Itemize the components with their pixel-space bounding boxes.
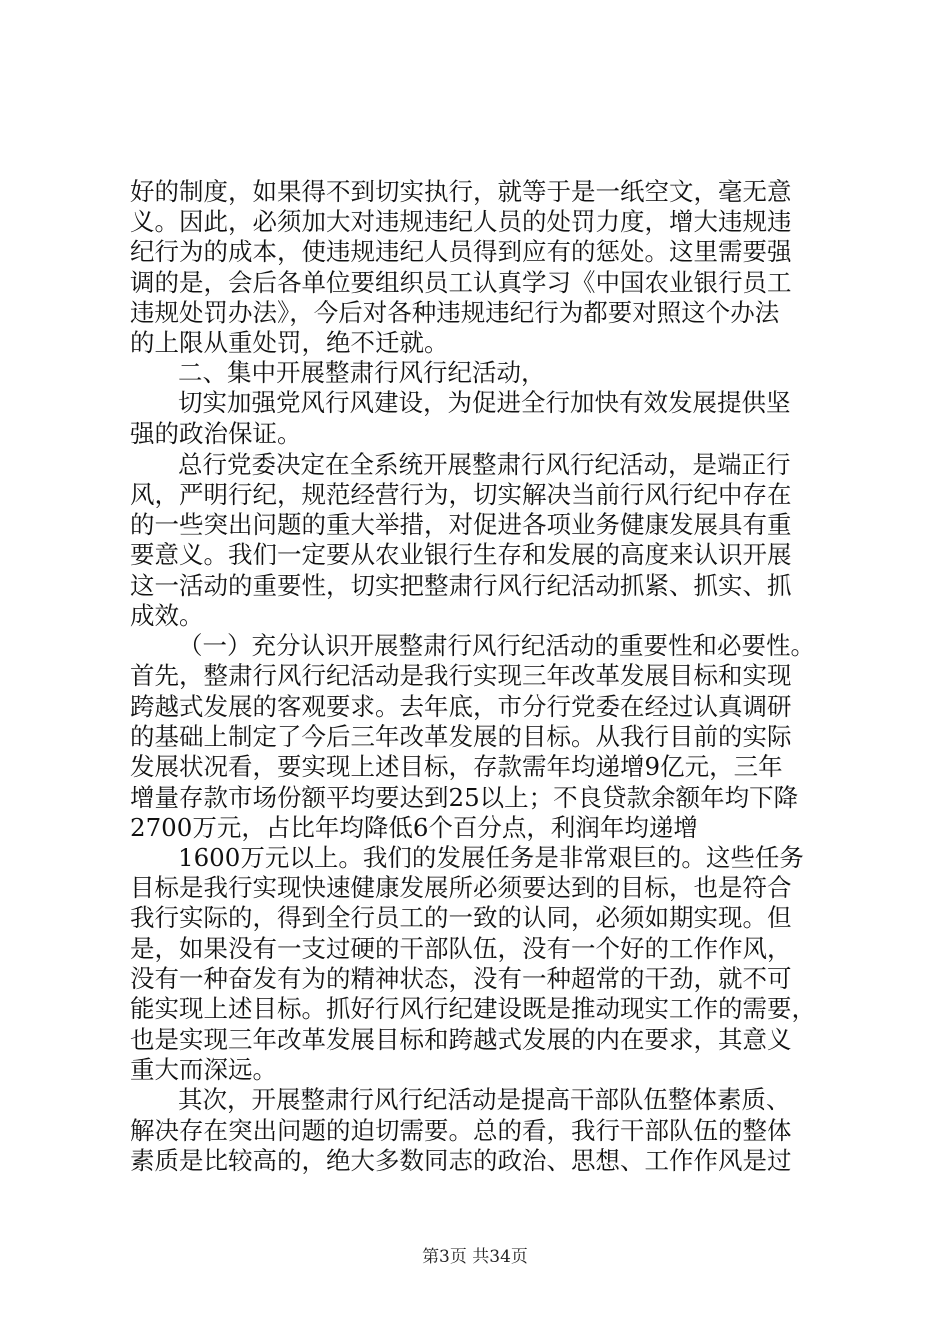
text-line: 的上限从重处罚，绝不迁就。 bbox=[130, 328, 449, 357]
text-line: 首先，整肃行风行纪活动是我行实现三年改革发展目标和实现 bbox=[130, 661, 792, 690]
text-line: 这一活动的重要性，切实把整肃行风行纪活动抓紧、抓实、抓 bbox=[130, 571, 792, 600]
text-line: 解决存在突出问题的迫切需要。总的看，我行干部队伍的整体 bbox=[130, 1116, 792, 1145]
text-line: 切实加强党风行风建设，为促进全行加快有效发展提供坚 bbox=[178, 388, 791, 417]
text-line: 纪行为的成本，使违规违纪人员得到应有的惩处。这里需要强 bbox=[130, 237, 792, 266]
text-line: 没有一种奋发有为的精神状态，没有一种超常的干劲，就不可 bbox=[130, 964, 792, 993]
text-line: 的一些突出问题的重大举措，对促进各项业务健康发展具有重 bbox=[130, 510, 792, 539]
text-line: 素质是比较高的，绝大多数同志的政治、思想、工作作风是过 bbox=[130, 1146, 792, 1175]
text-line: 要意义。我们一定要从农业银行生存和发展的高度来认识开展 bbox=[130, 540, 792, 569]
text-line: 跨越式发展的客观要求。去年底，市分行党委在经过认真调研 bbox=[130, 692, 792, 721]
subsection-heading: （一）充分认识开展整肃行风行纪活动的重要性和必要性。 bbox=[178, 631, 815, 660]
text-line: 成效。 bbox=[130, 601, 204, 630]
text-line: 其次，开展整肃行风行纪活动是提高干部队伍整体素质、 bbox=[178, 1085, 791, 1114]
text-line: 重大而深远。 bbox=[130, 1055, 277, 1084]
page-number-footer: 第3页 共34页 bbox=[422, 1247, 528, 1267]
text-line: 风，严明行纪，规范经营行为，切实解决当前行风行纪中存在 bbox=[130, 480, 792, 509]
section-heading: 二、集中开展整肃行风行纪活动， bbox=[178, 358, 546, 387]
text-line: 是，如果没有一支过硬的干部队伍，没有一个好的工作作风， bbox=[130, 934, 792, 963]
text-line: 1600万元以上。我们的发展任务是非常艰巨的。这些任务 bbox=[178, 843, 804, 872]
text-line: 能实现上述目标。抓好行风行纪建设既是推动现实工作的需要， bbox=[130, 994, 816, 1023]
text-line: 2700万元，占比年均降低6个百分点，利润年均递增 bbox=[130, 813, 698, 842]
text-line: 目标是我行实现快速健康发展所必须要达到的目标，也是符合 bbox=[130, 873, 792, 902]
text-line: 调的是，会后各单位要组织员工认真学习《中国农业银行员工 bbox=[130, 268, 792, 297]
text-line: 好的制度，如果得不到切实执行，就等于是一纸空文，毫无意 bbox=[130, 177, 792, 206]
text-line: 的基础上制定了今后三年改革发展的目标。从我行目前的实际 bbox=[130, 722, 792, 751]
text-line: 强的政治保证。 bbox=[130, 419, 302, 448]
text-line: 发展状况看，要实现上述目标，存款需年均递增9亿元，三年 bbox=[130, 752, 783, 781]
text-line: 义。因此，必须加大对违规违纪人员的处罚力度，增大违规违 bbox=[130, 207, 792, 236]
text-line: 我行实际的，得到全行员工的一致的认同，必须如期实现。但 bbox=[130, 903, 792, 932]
text-line: 也是实现三年改革发展目标和跨越式发展的内在要求，其意义 bbox=[130, 1025, 792, 1054]
text-line: 增量存款市场份额平均要达到25以上；不良贷款余额年均下降 bbox=[130, 783, 799, 812]
text-line: 总行党委决定在全系统开展整肃行风行纪活动，是端正行 bbox=[178, 450, 791, 479]
text-line: 违规处罚办法》，今后对各种违规违纪行为都要对照这个办法 bbox=[130, 298, 780, 327]
